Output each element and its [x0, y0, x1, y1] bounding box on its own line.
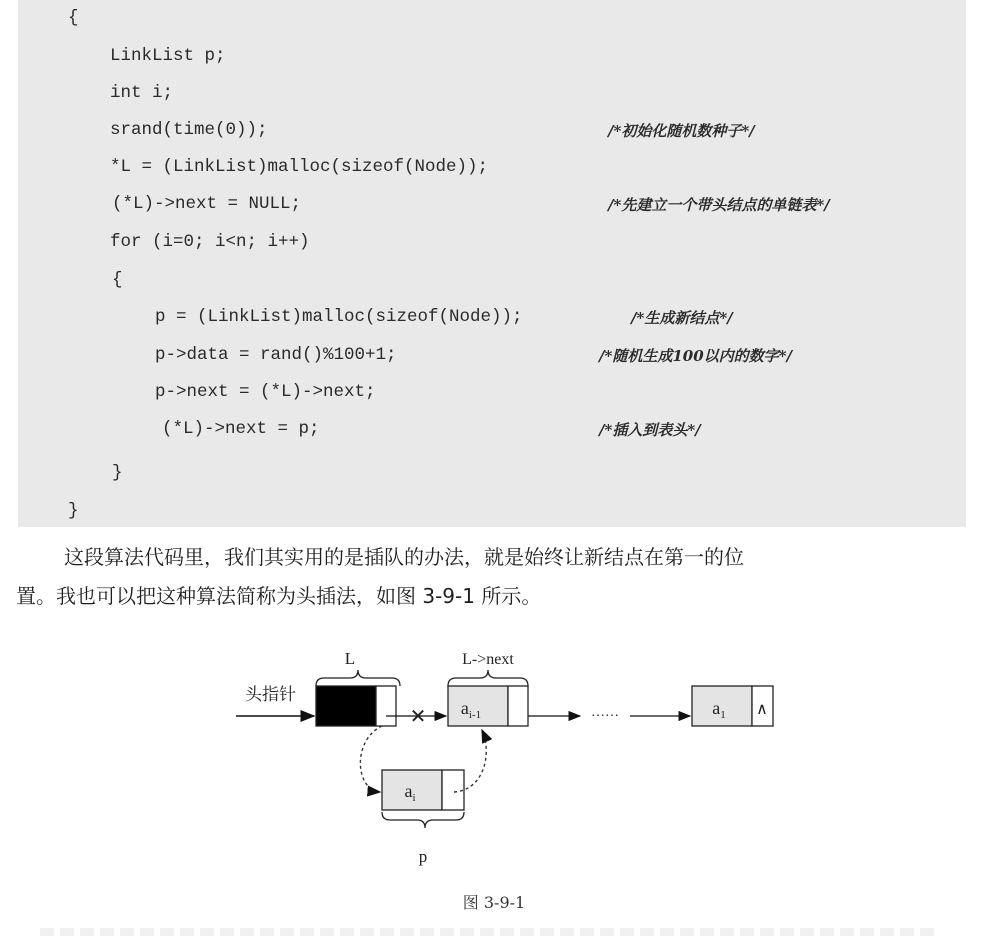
code-line: *L = (LinkList)malloc(sizeof(Node)); — [110, 157, 489, 177]
head-to-new-arrow — [360, 726, 382, 792]
node-prev-label: $a_{i-1}$ — [460, 698, 482, 721]
code-line: p->data = rand()%100+1; — [155, 345, 397, 365]
code-line: { — [112, 270, 123, 290]
code-comment: /*插入到表头*/ — [599, 421, 701, 439]
code-line: (*L)->next = p; — [162, 419, 320, 439]
code-line: p->next = (*L)->next; — [155, 382, 376, 402]
cut-off-text-line — [40, 928, 940, 936]
code-line: for (i=0; i<n; i++) — [110, 232, 310, 252]
head-node-pointer — [376, 686, 396, 726]
code-line: p = (LinkList)malloc(sizeof(Node)); — [155, 307, 523, 327]
head-node-data — [316, 686, 376, 726]
cross-icon: ✕ — [409, 706, 427, 728]
code-comment: /*随机生成100以内的数字*/ — [599, 347, 792, 365]
code-line: } — [112, 463, 123, 483]
code-comment: /*生成新结点*/ — [631, 309, 733, 327]
code-line: LinkList p; — [110, 46, 226, 66]
code-block — [18, 0, 966, 527]
figure-caption: 图 3-9-1 — [462, 893, 526, 912]
node-new-pointer — [442, 770, 464, 810]
code-comment: /*初始化随机数种子*/ — [608, 122, 755, 140]
head-pointer-label: 头指针 — [245, 685, 296, 705]
code-comment: /*先建立一个带头结点的单链表*/ — [608, 196, 830, 214]
paragraph-line-2: 置。我也可以把这种算法简称为头插法，如图 3-9-1 所示。 — [16, 584, 542, 608]
brace-next — [448, 670, 528, 686]
code-line: srand(time(0)); — [110, 120, 268, 140]
code-line: int i; — [110, 83, 174, 103]
paragraph-line-1: 这段算法代码里，我们其实用的是插队的办法，就是始终让新结点在第一的位 — [64, 545, 744, 569]
brace-p-label: p — [418, 847, 428, 866]
brace-next-label: L->next — [462, 651, 514, 668]
code-line: } — [68, 501, 79, 521]
node-new-label: $a_i$ — [404, 781, 416, 804]
node-last-label: $a_1$ — [712, 698, 726, 721]
ellipsis: …… — [591, 705, 619, 720]
code-line: (*L)->next = NULL; — [112, 194, 302, 214]
head-insert-diagram — [0, 630, 988, 890]
node-prev-pointer — [508, 686, 528, 726]
brace-L — [316, 670, 400, 686]
code-line: { — [68, 8, 79, 28]
brace-p — [382, 812, 464, 828]
brace-L-label: L — [344, 649, 356, 668]
null-symbol: ∧ — [756, 701, 768, 718]
